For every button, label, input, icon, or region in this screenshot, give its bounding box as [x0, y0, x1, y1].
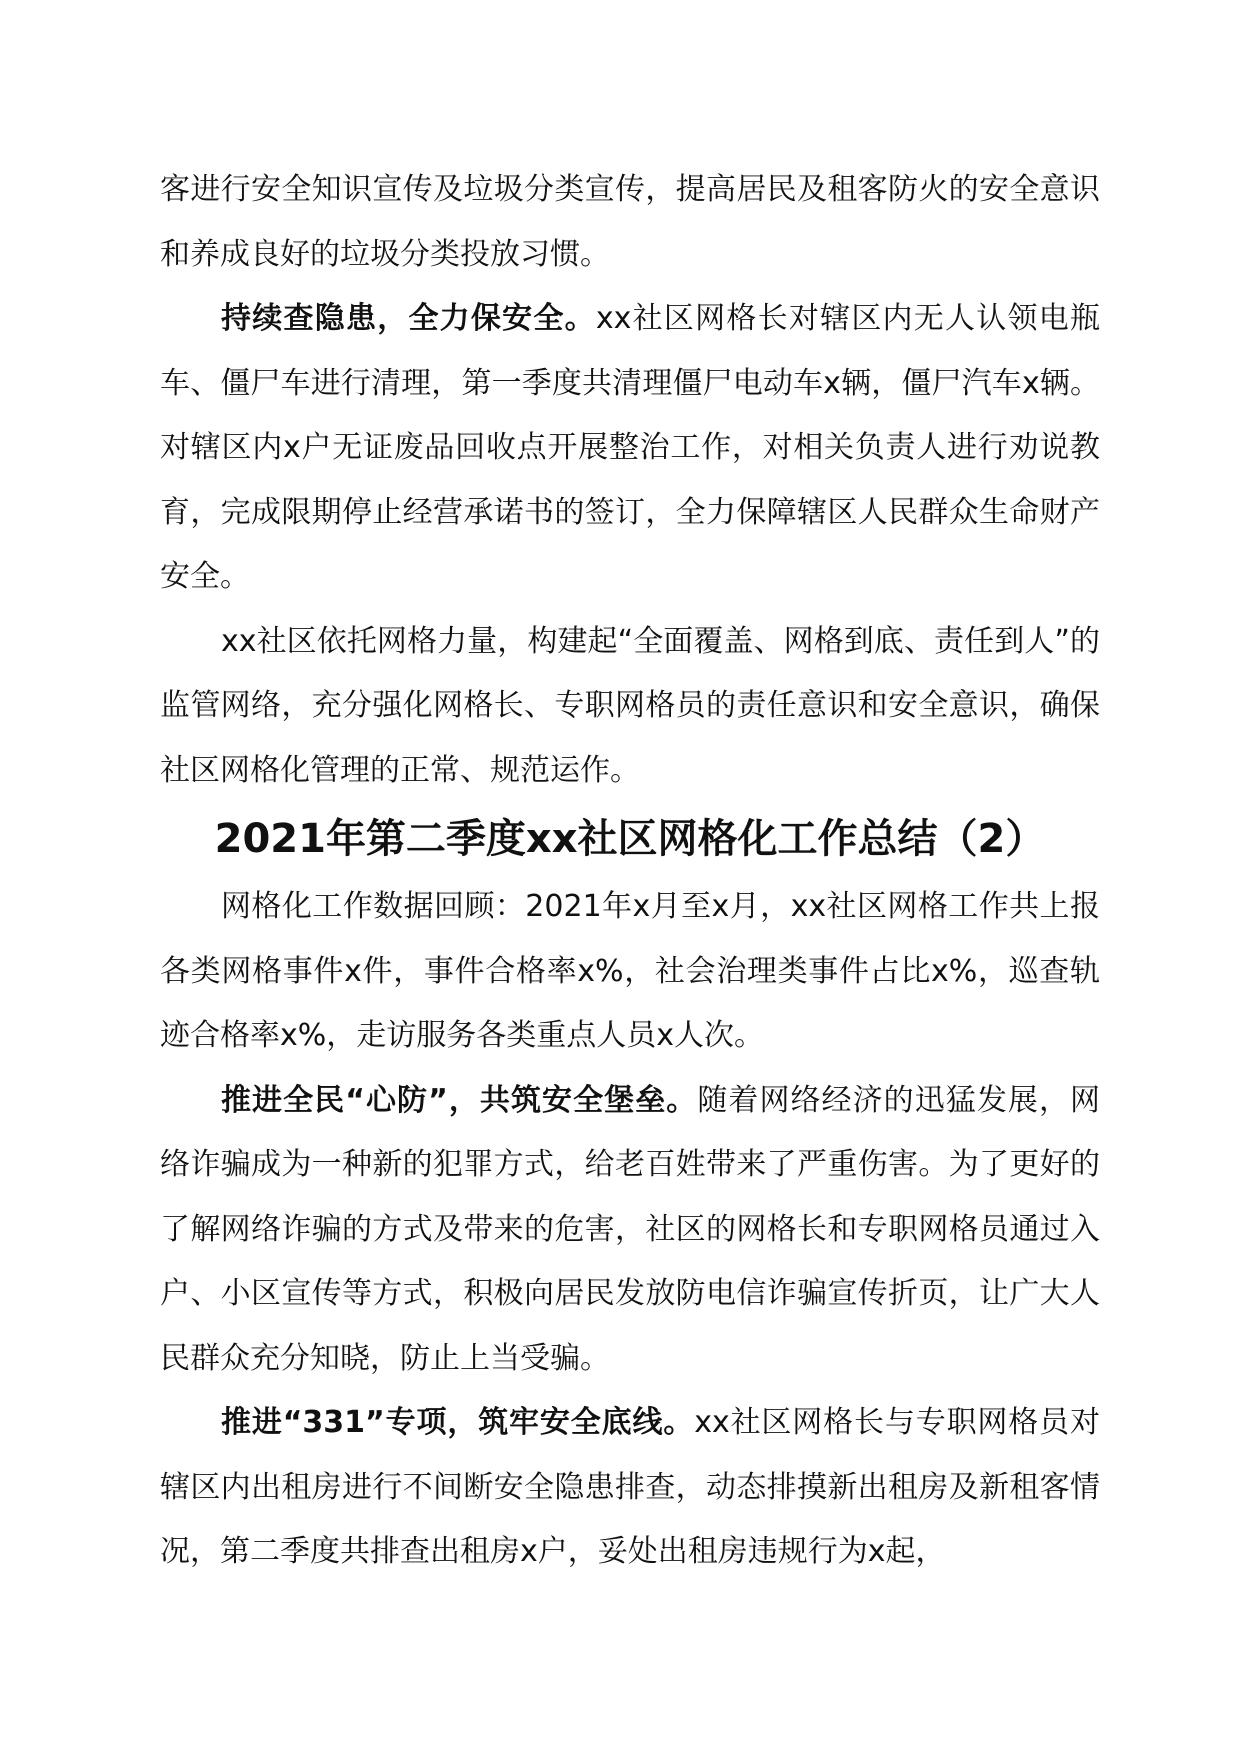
paragraph-rental-check: [160, 1391, 1100, 1585]
paragraph-lead: 推进全民“心防”，共筑安全堡垒。: [221, 1082, 698, 1118]
section-title: 2021年第二季度xx社区网格化工作总结（2）: [214, 816, 1046, 862]
paragraph-body: xx社区网格长与专职网格员对辖区内出租房进行不间断安全隐患排查，动态排摸新出租房及新租客情况，第二季度共排查出租房x户，妥处出租房违规行为x起，: [160, 1405, 1100, 1569]
section-q2-summary: [160, 875, 1100, 1585]
paragraph-lead: 推进“331”专项，筑牢安全底线。: [221, 1405, 695, 1440]
paragraph-body: xx社区网格长对辖区内无人认领电瓶车、僵尸车进行清理，第一季度共清理僵尸电动车x辆，僵尸汽车x辆。对辖区内x户无证废品回收点开展整治工作，对相关负责人进行劝说教育，完成限期停止经营承诺书的签订，全力保障辖区人民群众生命财产安全。: [160, 301, 1101, 594]
paragraph-data-review: 网格化工作数据回顾：2021年x月至x月，xx社区网格工作共上报各类网格事件x件，事件合格率x%，社会治理类事件占比x%，巡查轨迹合格率x%，走访服务各类重点人员x人次。: [160, 889, 1100, 1053]
paragraph-hazard-check: [160, 287, 1100, 610]
paragraph-continued: 客进行安全知识宣传及垃圾分类宣传，提高居民及租客防火的安全意识和养成良好的垃圾分类投放习惯。: [160, 172, 1100, 272]
paragraph-body: 随着网络经济的迅猛发展，网络诈骗成为一种新的犯罪方式，给老百姓带来了严重伤害。为了更好的了解网络诈骗的方式及带来的危害，社区的网格长和专职网格员通过入户、小区宣传等方式，积极向居民发放防电信诈骗宣传折页，让广大人民群众充分知晓，防止上当受骗。: [160, 1082, 1100, 1376]
document-page: [160, 158, 1100, 1585]
paragraph-lead: 持续查隐患，全力保安全。: [221, 301, 596, 336]
paragraph-anti-fraud: [160, 1069, 1100, 1392]
paragraph-grid-network: xx社区依托网格力量，构建起“全面覆盖、网格到底、责任到人”的监管网络，充分强化网格长、专职网格员的责任意识和安全意识，确保社区网格化管理的正常、规范运作。: [160, 623, 1100, 788]
section-previous-continuation: [160, 158, 1100, 803]
